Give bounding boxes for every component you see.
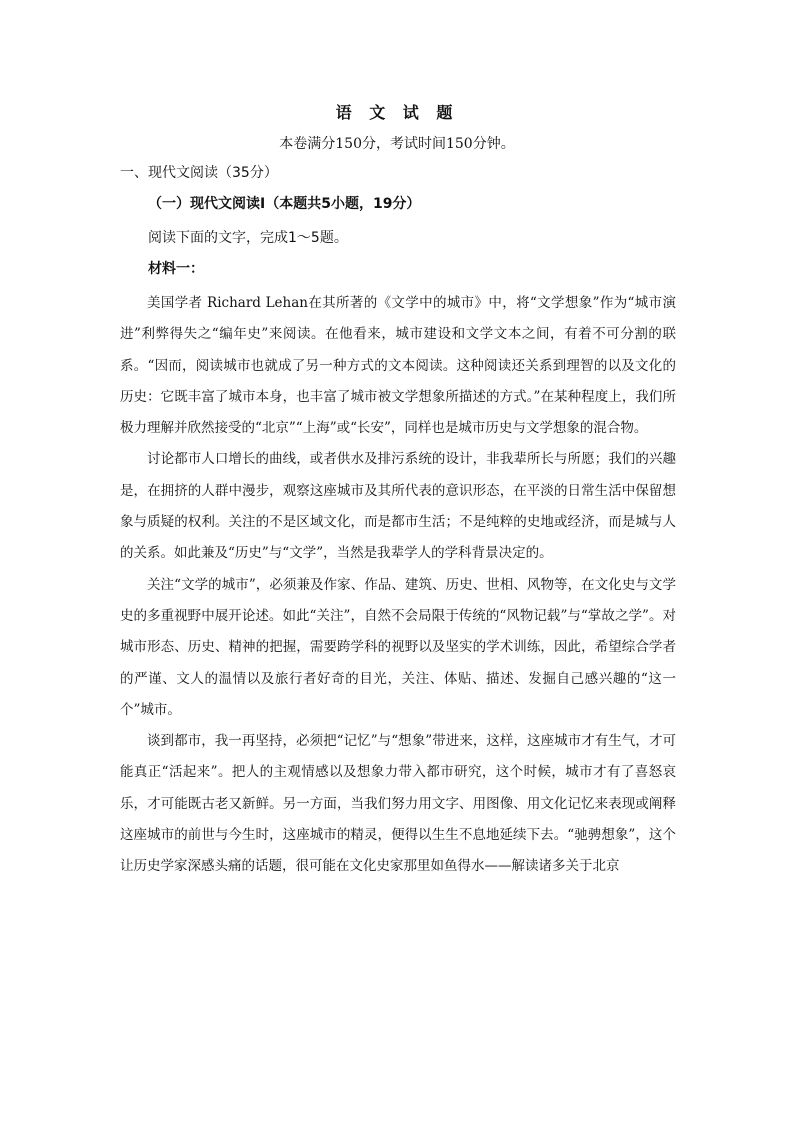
subsection-heading: （一）现代文阅读Ⅰ（本题共5小题，19分） [148, 196, 421, 212]
passage-paragraph-1: 美国学者 Richard Lehan在其所著的《文学中的城市》中，将“文学想象”作为“城市演进”利弊得失之“编年史”来阅读。在他看来，城市建设和文学文本之间，有着不可分割的联系。“因而，阅读城市也就成了另一种方式的文本阅读。这种阅读还关系到理智的以及文化的历史：它既丰富了城市本身，也丰富了城市被文学想象所描述的方式。”在某种程度上，我们所极力理解并欣然接受的“北京”“上海”或“长安”，同样也是城市历史与文学想象的混合物。 [120, 295, 676, 437]
passage-paragraph-3: 关注“文学的城市”，必须兼及作家、作品、建筑、历史、世相、风物等，在文化史与文学史的多重视野中展开论述。如此“关注”，自然不会局限于传统的“风物记载”与“掌故之学”。对城市形态、历史、精神的把握，需要跨学科的视野以及坚实的学术训练，因此，希望综合学者的严谨、文人的温情以及旅行者好奇的目光，关注、体贴、描述、发掘自己感兴趣的“这一个”城市。 [120, 576, 676, 718]
passage-body [120, 288, 676, 883]
exam-title: 语 文 试 题 [335, 103, 459, 122]
reading-instruction: 阅读下面的文字，完成1～5题。 [148, 230, 348, 246]
exam-info: 本卷满分150分，考试时间150分钟。 [279, 136, 515, 152]
passage-paragraph-2: 讨论都市人口增长的曲线，或者供水及排污系统的设计，非我辈所长与所愿；我们的兴趣是，在拥挤的人群中漫步，观察这座城市及其所代表的意识形态，在平淡的日常生活中保留想象与质疑的权利。关注的不是区域文化，而是都市生活；不是纯粹的史地或经济，而是城与人的关系。如此兼及“历史”与“文学”，当然是我辈学人的学科背景决定的。 [120, 451, 676, 562]
material-label: 材料一： [148, 261, 204, 277]
passage-paragraph-4: 谈到都市，我一再坚持，必须把“记忆”与“想象”带进来，这样，这座城市才有生气，才可能真正“活起来”。把人的主观情感以及想象力带入都市研究，这个时候，城市才有了喜怒哀乐，才可能既古老又新鲜。另一方面，当我们努力用文字、用图像、用文化记忆来表现或阐释这座城市的前世与今生时，这座城市的精灵，便得以生生不息地延续下去。“驰骋想象”，这个让历史学家深感头痛的话题，很可能在文化史家那里如鱼得水——解读诸多关于北京 [120, 733, 676, 875]
section-heading: 一、现代文阅读（35分） [120, 165, 278, 181]
